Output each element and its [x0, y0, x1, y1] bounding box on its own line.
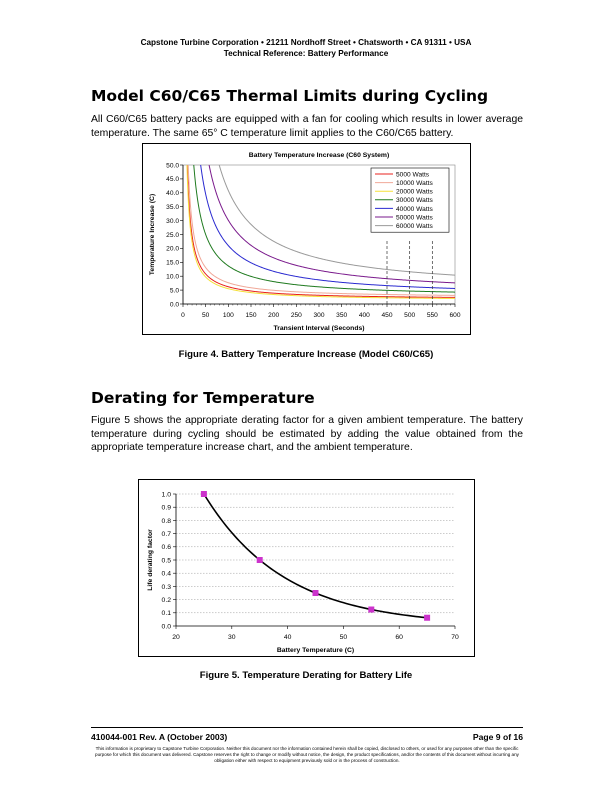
legend-entry: 40000 Watts	[396, 205, 433, 213]
x-tick-label: 60	[395, 634, 403, 641]
data-point-marker	[368, 607, 374, 613]
x-tick-label: 40	[283, 634, 292, 641]
y-axis-label: Temperature Increase (C)	[149, 193, 156, 276]
y-tick-label: 25.0	[166, 231, 179, 239]
y-tick-label: 0.0	[169, 301, 179, 309]
x-tick-label: 200	[268, 312, 280, 319]
y-tick-label: 0.4	[161, 570, 171, 578]
x-tick-label: 50	[201, 312, 210, 319]
x-tick-label: 450	[381, 312, 393, 319]
data-point-marker	[424, 615, 430, 621]
figure-5-chart	[138, 479, 475, 657]
x-axis-label: Transient Interval (Seconds)	[273, 325, 365, 332]
y-tick-label: 35.0	[166, 204, 179, 211]
figure-4-caption: Figure 4. Battery Temperature Increase (Model C60/C65)	[178, 349, 434, 360]
y-tick-label: 50.0	[166, 162, 179, 170]
header-line-2: Technical Reference: Battery Performance	[223, 49, 389, 58]
header-line-1: Capstone Turbine Corporation • 21211 Nordhoff Street • Chatsworth • CA 91311 • USA	[140, 38, 472, 47]
data-point-marker	[201, 491, 207, 497]
section-paragraph-thermal-limits: All C60/C65 battery packs are equipped with a fan for cooling which results in lower average temperature. The same 65° C temperature limit applies to the C60/C65 battery.	[91, 114, 523, 139]
legend-entry: 50000 Watts	[396, 214, 433, 222]
y-tick-label: 0.8	[161, 517, 171, 525]
x-tick-label: 250	[290, 312, 302, 319]
x-tick-label: 0	[181, 312, 185, 319]
legend-entry: 20000 Watts	[396, 188, 433, 196]
y-tick-label: 40.0	[166, 190, 179, 198]
legend-entry: 30000 Watts	[396, 197, 433, 205]
legend-entry: 5000 Watts	[396, 171, 430, 179]
y-tick-label: 0.6	[161, 544, 171, 552]
figure-4-chart	[142, 143, 471, 335]
x-tick-label: 400	[358, 312, 370, 319]
x-tick-label: 600	[449, 312, 461, 319]
legend-entry: 10000 Watts	[396, 180, 433, 187]
section-title-thermal-limits: Model C60/C65 Thermal Limits during Cycling	[91, 87, 489, 105]
y-axis-label: Life derating factor	[147, 529, 154, 591]
x-axis-label: Battery Temperature (C)	[276, 647, 355, 654]
footer-doc-number: 410044-001 Rev. A (October 2003)	[91, 732, 228, 742]
x-tick-label: 300	[313, 312, 325, 319]
y-tick-label: 0.1	[161, 610, 171, 618]
y-tick-label: 0.2	[161, 597, 171, 604]
figure-5-caption: Figure 5. Temperature Derating for Battery Life	[199, 670, 413, 681]
x-tick-label: 20	[172, 634, 180, 641]
y-tick-label: 0.9	[161, 504, 171, 512]
y-tick-label: 5.0	[169, 287, 179, 295]
x-tick-label: 150	[245, 312, 257, 319]
footer-divider	[91, 727, 523, 728]
y-tick-label: 20.0	[166, 245, 179, 253]
section-title-derating: Derating for Temperature	[91, 389, 315, 407]
legend-entry: 60000 Watts	[396, 223, 433, 230]
x-tick-label: 500	[404, 312, 416, 319]
y-tick-label: 0.5	[161, 557, 171, 565]
footer-disclaimer: This information is proprietary to Capstone Turbine Corporation. Neither this document nor the information contained herein shall be copied, disclosed to others, or used for any purposes other than the specific purpose for which this document was delivered. Capstone reserves the right to change or modify without notice, the design, the product specifications, and/or the contents of this document without incurring any obligation either with respect to equipment previously sold or in the process of construction.	[95, 746, 519, 763]
data-point-marker	[313, 590, 319, 596]
derating-curve	[204, 494, 427, 618]
y-tick-label: 0.7	[161, 531, 171, 538]
y-tick-label: 10.0	[166, 273, 179, 281]
x-tick-label: 70	[451, 634, 459, 641]
x-tick-label: 350	[336, 312, 348, 319]
footer-page-number: Page 9 of 16	[472, 732, 523, 742]
x-tick-label: 550	[426, 312, 438, 319]
chart-title: Battery Temperature Increase (C60 System)	[248, 152, 390, 159]
figure-5-svg	[139, 480, 474, 656]
data-point-marker	[257, 557, 263, 563]
section-paragraph-derating: Figure 5 shows the appropriate derating factor for a given ambient temperature. The battery temperature during cycling should be estimated by adding the value obtained from the appropriate temperature increase chart, and the ambient temperature.	[91, 415, 523, 453]
y-tick-label: 0.3	[161, 583, 171, 591]
x-tick-label: 50	[339, 634, 348, 641]
y-tick-label: 1.0	[161, 491, 171, 499]
x-tick-label: 100	[222, 312, 234, 319]
figure-4-svg	[143, 144, 470, 334]
y-tick-label: 45.0	[166, 176, 179, 184]
y-tick-label: 0.0	[161, 623, 171, 631]
x-tick-label: 30	[228, 634, 236, 641]
y-tick-label: 15.0	[166, 259, 179, 267]
y-tick-label: 30.0	[166, 217, 179, 225]
